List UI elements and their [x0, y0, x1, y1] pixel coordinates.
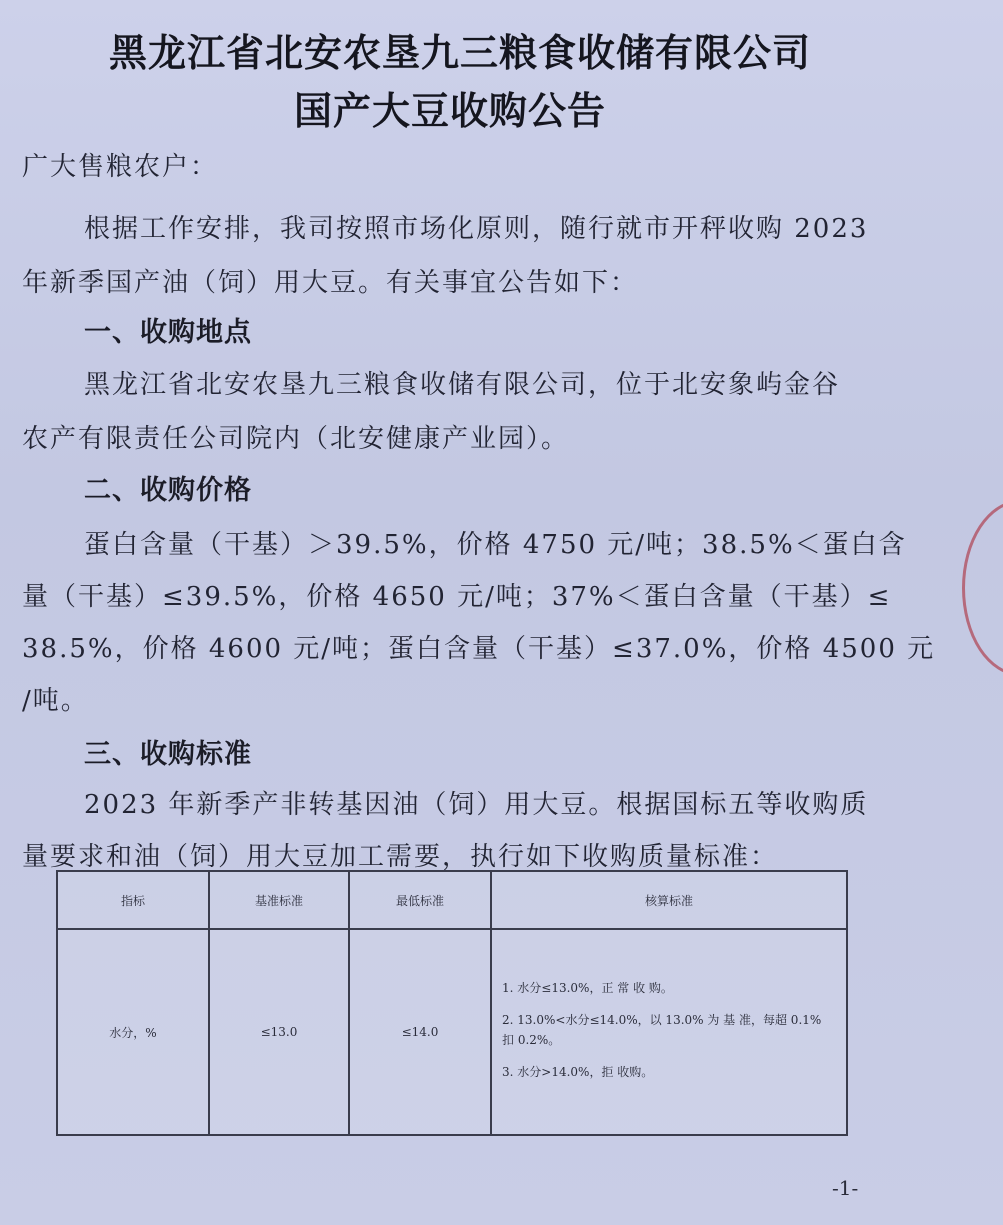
calc-rule-3: 3. 水分>14.0%，拒 收购。	[502, 1065, 654, 1079]
calc-rule-2: 2. 13.0%<水分≤14.0%，以 13.0% 为 基 准，每超 0.1%	[502, 1013, 822, 1027]
section-heading-standard: 三、收购标准	[84, 739, 252, 770]
min-standard-cell: ≤14.0	[349, 929, 491, 1135]
quality-standard-table	[56, 870, 848, 1136]
base-standard-cell: ≤13.0	[209, 929, 349, 1135]
location-line-1: 黑龙江省北安农垦九三粮食收储有限公司，位于北安象屿金谷	[84, 370, 841, 400]
indicator-cell: 水分，%	[57, 929, 209, 1135]
calc-standard-cell	[491, 929, 847, 1135]
price-line-1: 蛋白含量（干基）＞39.5%，价格 4750 元/吨；38.5%＜蛋白含	[84, 530, 907, 560]
table-header-row	[57, 871, 847, 929]
price-line-2: 量（干基）≤39.5%，价格 4650 元/吨；37%＜蛋白含量（干基）≤	[22, 582, 892, 612]
section-heading-price: 二、收购价格	[84, 475, 252, 506]
company-seal	[962, 500, 1003, 676]
table-header-calc-standard: 核算标准	[491, 871, 847, 929]
price-line-4: /吨。	[22, 686, 89, 716]
section-heading-location: 一、收购地点	[84, 317, 252, 348]
intro-line-1: 根据工作安排，我司按照市场化原则，随行就市开秤收购 2023	[84, 214, 869, 244]
standard-line-2: 量要求和油（饲）用大豆加工需要，执行如下收购质量标准：	[22, 842, 779, 872]
document-subtitle: 国产大豆收购公告	[293, 89, 606, 133]
page-number: -1-	[832, 1176, 859, 1200]
calc-rule-1: 1. 水分≤13.0%，正 常 收 购。	[502, 981, 673, 995]
table-row	[57, 929, 847, 1135]
document-title: 黑龙江省北安农垦九三粮食收储有限公司	[108, 31, 811, 75]
price-line-3: 38.5%，价格 4600 元/吨；蛋白含量（干基）≤37.0%，价格 4500 元	[22, 634, 936, 664]
standard-line-1: 2023 年新季产非转基因油（饲）用大豆。根据国标五等收购质	[84, 790, 869, 820]
table-header-min-standard: 最低标准	[349, 871, 491, 929]
location-line-2: 农产有限责任公司院内（北安健康产业园）。	[22, 424, 570, 454]
intro-line-2: 年新季国产油（饲）用大豆。有关事宜公告如下：	[22, 268, 639, 298]
table-header-base-standard: 基准标准	[209, 871, 349, 929]
table-header-indicator: 指标	[57, 871, 209, 929]
calc-rule-2-cont: 扣 0.2%。	[502, 1033, 561, 1047]
salutation: 广大售粮农户：	[22, 152, 219, 182]
